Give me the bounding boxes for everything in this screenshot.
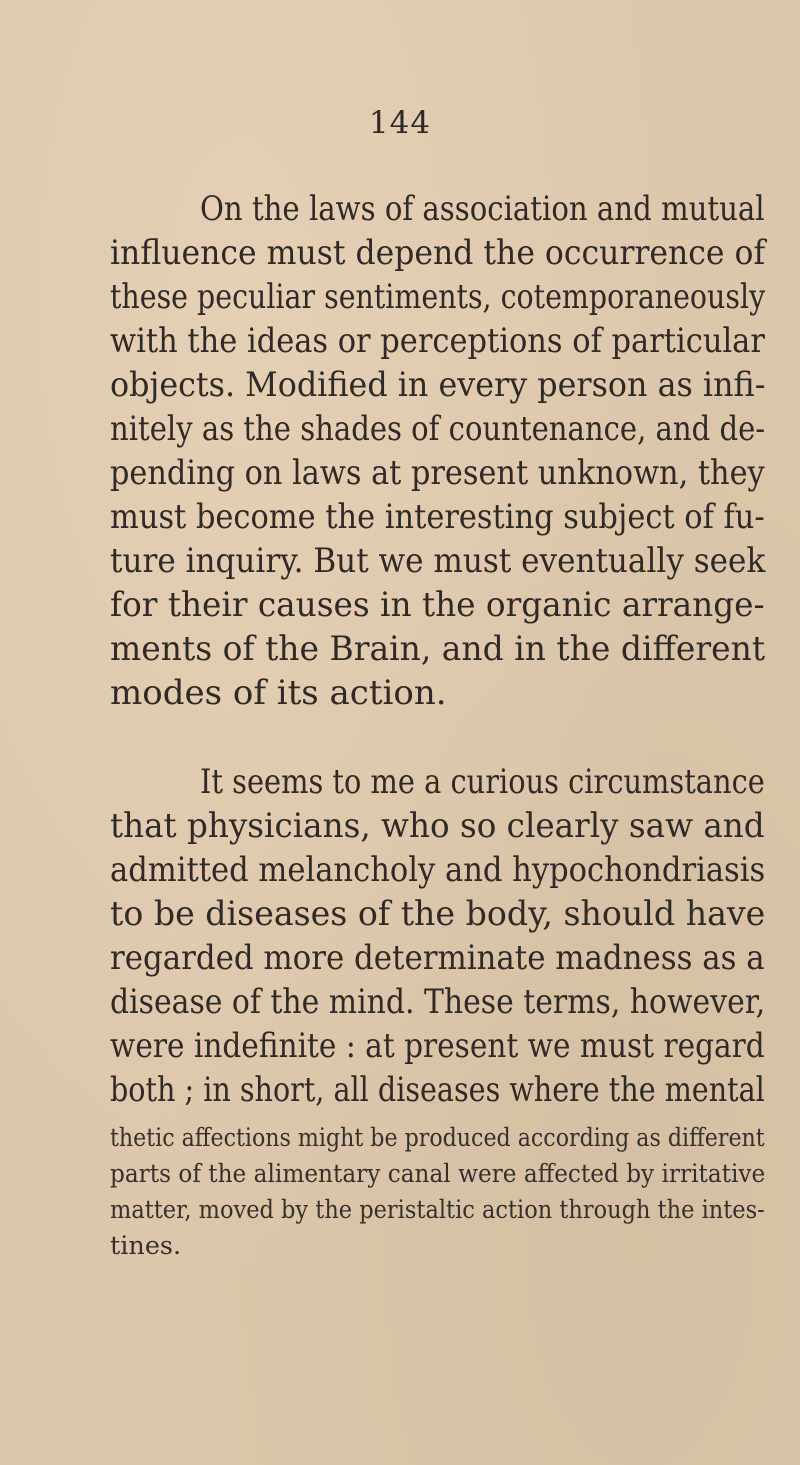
page-number: 144 [368, 105, 432, 141]
text-line: for their causes in the organic arrange- [110, 585, 765, 625]
text-line: ture inquiry. But we must eventually seek [110, 541, 766, 581]
text-line: tines. [110, 1231, 182, 1261]
text-line: must become the interesting subject of fu- [110, 497, 765, 537]
text-line: influence must depend the occurrence of [110, 233, 766, 273]
text-line: admitted melancholy and hypochondriasis [110, 850, 766, 890]
text-line: to be diseases of the body, should have [110, 894, 766, 934]
text-line: matter, moved by the peristaltic action through the intes- [110, 1195, 765, 1225]
text-line: regarded more determinate madness as a [110, 938, 765, 978]
text-line: On the laws of association and mutual [200, 189, 765, 229]
text-line: modes of its action. [110, 673, 447, 713]
text-line: were indefinite : at present we must regard [110, 1026, 765, 1066]
text-line: both ; in short, all diseases where the mental [110, 1070, 765, 1110]
text-line: thetic affections might be produced according as different [110, 1123, 765, 1153]
text-line: with the ideas or perceptions of particular [110, 321, 765, 361]
text-line: nitely as the shades of countenance, and de- [110, 409, 766, 449]
text-line: disease of the mind. These terms, however, [110, 982, 766, 1022]
text-line: ments of the Brain, and in the different [110, 629, 766, 669]
text-line: these peculiar sentiments, cotemporaneously [110, 277, 766, 317]
text-line: that physicians, who so clearly saw and [110, 806, 765, 846]
text-line: It seems to me a curious circumstance [200, 762, 765, 802]
text-line: parts of the alimentary canal were affected by irritative [110, 1159, 766, 1189]
text-line: pending on laws at present unknown, they [110, 453, 765, 493]
text-line: objects. Modified in every person as infi- [110, 365, 766, 405]
